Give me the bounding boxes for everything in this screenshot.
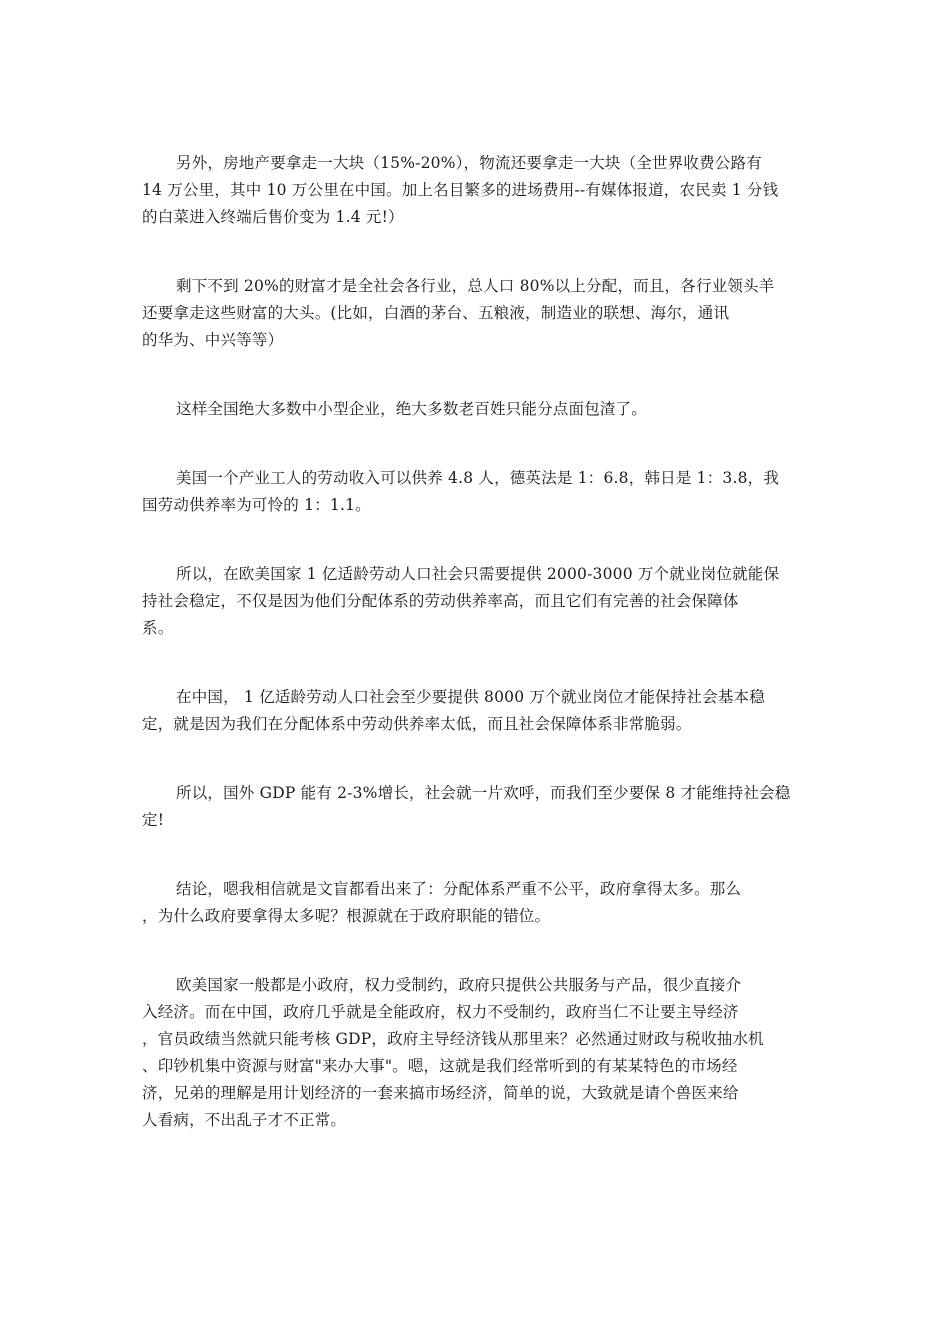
paragraph-line: ，为什么政府要拿得太多呢？根源就在于政府职能的错位。 — [142, 907, 551, 925]
paragraph-line: 定! — [142, 811, 165, 829]
paragraph-line: 、印钞机集中资源与财富"来办大事"。嗯，这就是我们经常听到的有某某特色的市场经 — [142, 1057, 738, 1075]
paragraph-labor-support-ratio — [142, 465, 812, 519]
paragraph-gdp-growth — [142, 780, 812, 834]
paragraph-line: 这样全国绝大多数中小型企业，绝大多数老百姓只能分点面包渣了。 — [176, 400, 648, 418]
paragraph-line: 还要拿走这些财富的大头。(比如，白酒的茅台、五粮液，制造业的联想、海尔，通讯 — [142, 304, 730, 322]
paragraph-line: 结论，嗯我相信就是文盲都看出来了：分配体系严重不公平，政府拿得太多。那么 — [176, 880, 742, 898]
paragraph-line: 的华为、中兴等等） — [142, 331, 284, 349]
paragraph-line: 14 万公里，其中 10 万公里在中国。加上名目繁多的进场费用--有媒体报道，农民卖 1 分钱 — [142, 181, 779, 199]
paragraph-line: 美国一个产业工人的劳动收入可以供养 4.8 人，德英法是 1：6.8，韩日是 1：3.8，我 — [176, 469, 780, 487]
paragraph-government-role — [142, 972, 812, 1134]
paragraph-china-employment — [142, 684, 812, 738]
paragraph-line: 济，兄弟的理解是用计划经济的一套来搞市场经济，简单的说，大致就是请个兽医来给 — [142, 1084, 739, 1102]
paragraph-line: 欧美国家一般都是小政府，权力受制约，政府只提供公共服务与产品，很少直接介 — [176, 976, 742, 994]
paragraph-line: 人看病，不出乱子才不正常。 — [142, 1111, 347, 1129]
paragraph-conclusion — [142, 876, 812, 930]
paragraph-line: 入经济。而在中国，政府几乎就是全能政府，权力不受制约，政府当仁不让要主导经济 — [142, 1003, 739, 1021]
paragraph-line: 持社会稳定，不仅是因为他们分配体系的劳动供养率高，而且它们有完善的社会保障体 — [142, 592, 739, 610]
paragraph-line: 系。 — [142, 619, 174, 637]
paragraph-line: 的白菜进入终端后售价变为 1.4 元!） — [142, 208, 404, 226]
paragraph-real-estate-logistics — [142, 150, 812, 231]
paragraph-line: 剩下不到 20%的财富才是全社会各行业，总人口 80%以上分配，而且，各行业领头羊 — [176, 277, 775, 295]
paragraph-small-enterprises — [142, 396, 812, 423]
paragraph-line: 在中国， 1 亿适龄劳动人口社会至少要提供 8000 万个就业岗位才能保持社会基本稳 — [176, 688, 765, 706]
paragraph-line: 定，就是因为我们在分配体系中劳动供养率太低，而且社会保障体系非常脆弱。 — [142, 715, 692, 733]
document-body — [142, 150, 812, 1176]
paragraph-line: 国劳动供养率为可怜的 1：1.1。 — [142, 496, 371, 514]
paragraph-line: ，官员政绩当然就只能考核 GDP，政府主导经济钱从那里来？必然通过财政与税收抽水机 — [142, 1030, 764, 1048]
paragraph-line: 另外，房地产要拿走一大块（15%-20%），物流还要拿走一大块（全世界收费公路有 — [176, 154, 762, 172]
paragraph-line: 所以，国外 GDP 能有 2-3%增长，社会就一片欢呼，而我们至少要保 8 才能维持社会稳 — [176, 784, 791, 802]
paragraph-western-employment — [142, 561, 812, 642]
paragraph-remaining-wealth — [142, 273, 812, 354]
paragraph-line: 所以，在欧美国家 1 亿适龄劳动人口社会只需要提供 2000-3000 万个就业岗位就能保 — [176, 565, 780, 583]
